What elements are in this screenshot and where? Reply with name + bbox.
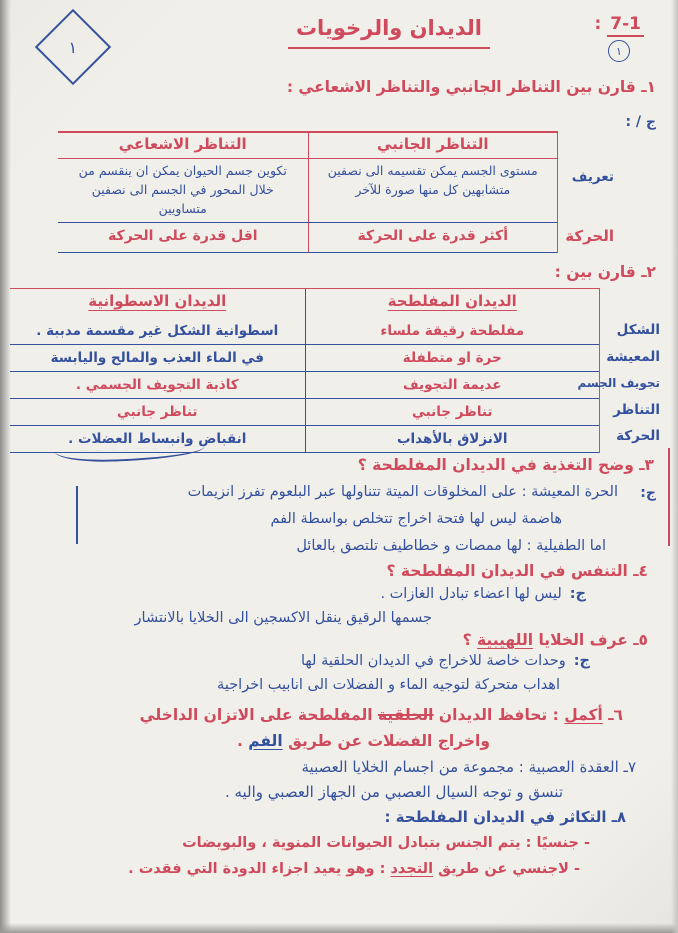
table2-movement-flat: الانزلاق بالأهداب [305, 426, 600, 453]
question-7-line-2: تنسق و توجه السيال العصبي من الجهاز العصبي واليه . [224, 783, 563, 801]
question-5-start: ٥ـ عرف الخلايا [533, 631, 648, 649]
question-6-sep: : [547, 706, 565, 724]
table1-grid [58, 131, 558, 253]
question-5 [463, 631, 648, 649]
table2-living-flat: حرة او متطفلة [305, 345, 600, 372]
question-2: ٢ـ قارن بين : [554, 263, 656, 281]
table1-row-labels [558, 131, 620, 253]
answer-marker-5: ج: [573, 653, 590, 669]
answer-marker-3: ج: [640, 485, 656, 501]
table2-label-body-cavity: تجويف الجسم [577, 376, 660, 390]
question-8-heading: ٨ـ التكاثر في الديدان المفلطحة : [384, 808, 626, 826]
table1-label-movement: الحركة [565, 227, 614, 245]
worms-comparison-table [10, 288, 666, 453]
question-6-blank-answer: الفم [248, 732, 283, 750]
symmetry-comparison-table [58, 131, 620, 253]
table1-movement-lateral: أكثر قدرة على الحركة [308, 223, 558, 253]
table2-movement-round: انقباض وانبساط العضلات . [10, 426, 305, 453]
table2-label-living: المعيشة [606, 349, 660, 365]
answer-8-asexual [128, 861, 580, 877]
question-6-part-1: تحافظ الديدان [433, 706, 548, 724]
red-margin-line [668, 448, 670, 546]
question-6-line-2 [237, 732, 490, 750]
answer-marker-1: ج / : [625, 114, 656, 130]
page-edge-right [671, 0, 678, 933]
blue-bracket-line [76, 486, 78, 544]
answer-3-line-1: الحرة المعيشة : على المخلوقات الميتة تتناولها عبر البلعوم تفرز انزيمات [187, 484, 618, 500]
page-edge-left [0, 0, 11, 933]
table2-header-flatworms: الديدان المفلطحة [305, 289, 600, 318]
table2-cavity-flat: عديمة التجويف [305, 372, 600, 399]
answer-4-line-2: جسمها الرقيق ينقل الاكسجين الى الخلايا بالانتشار [134, 610, 432, 626]
answer-8-asexual-keyword: التجدد [390, 861, 434, 877]
answer-8-sexual: - جنسيًا : يتم الجنس بتبادل الحيوانات المنوية ، والبويضات [182, 835, 590, 851]
page-edge-bottom [0, 923, 678, 933]
circled-number-badge [608, 40, 630, 62]
answer-4-line-1 [380, 586, 586, 602]
answer-8-asexual-end: : وهو يعيد اجزاء الدودة التي فقدت . [128, 861, 391, 877]
answer-5-text-1: وحدات خاصة للاخراج في الديدان الحلقية لها [300, 653, 566, 669]
page-title: الديدان والرخويات [288, 16, 490, 49]
question-4: ٤ـ التنفس في الديدان المفلطحة ؟ [386, 562, 648, 580]
lesson-number: 7-1 [607, 14, 644, 37]
page-number: ١ [68, 37, 78, 57]
question-6-part-2: المفلطحة على الاتزان الداخلي [139, 706, 378, 724]
table2-row-labels [577, 288, 666, 453]
question-3: ٣ـ وضح التغذية في الديدان المفلطحة ؟ [357, 456, 654, 474]
table2-symmetry-round: تناظر جانبي [10, 399, 305, 426]
table2-cavity-round: كاذبة التجويف الجسمي . [10, 372, 305, 399]
page-number-diamond [35, 9, 111, 85]
table2-label-symmetry: التناظر [613, 402, 660, 418]
table2-symmetry-flat: تناظر جانبي [305, 399, 600, 426]
answer-3-line-2: هاضمة ليس لها فتحة اخراج تتخلص بواسطة الفم [270, 511, 562, 527]
table2-shape-flat: مفلطحة رقيقة ملساء [305, 318, 600, 345]
corner-colon: : [594, 14, 602, 34]
table1-movement-radial: اقل قدرة على الحركة [58, 223, 308, 253]
answer-marker-4: ج: [569, 586, 586, 602]
table2-label-shape: الشكل [616, 322, 660, 338]
answer-4-text-1: ليس لها اعضاء تبادل الغازات . [380, 586, 562, 602]
table2-grid [10, 288, 600, 453]
table1-label-definition: تعريف [571, 169, 614, 185]
table2-label-movement: الحركة [616, 428, 660, 444]
answer-5-line-2: اهداب متحركة لتوجيه الماء و الفضلات الى انابيب اخراجية [217, 677, 560, 693]
question-5-end: ؟ [462, 631, 478, 649]
table2-header-roundworms: الديدان الاسطوانية [88, 292, 227, 310]
table1-header-radial: التناظر الاشعاعي [58, 133, 308, 159]
question-6-complete-label: أكمل [564, 706, 603, 724]
question-7-line-1: ٧ـ العقدة العصبية : مجموعة من اجسام الخلايا العصبية [301, 758, 636, 776]
question-5-keyword: اللهيبية [477, 631, 534, 649]
question-6-number: ٦ـ [602, 706, 623, 724]
question-6 [140, 706, 623, 724]
table2-living-round: في الماء العذب والمالح واليابسة [10, 345, 305, 372]
question-1: ١ـ قارن بين التناظر الجانبي والتناظر الاشعاعي : [286, 78, 656, 96]
answer-3-line-3: اما الطفيلية : لها ممصات و خطاطيف تلتصق بالعائل [296, 538, 606, 554]
question-6-line2-start: واخراج الفضلات عن طريق [282, 732, 490, 750]
circled-number: ١ [616, 44, 622, 58]
lesson-reference [595, 14, 644, 34]
question-6-struck-word: الحلقية [377, 706, 434, 724]
question-6-line2-end: . [236, 732, 249, 750]
answer-8-asexual-start: - لاجنسي عن طريق [433, 861, 580, 877]
table1-definition-radial: تكوين جسم الحيوان يمكن ان ينقسم من خلال المحور في الجسم الى نصفين متساويين [58, 159, 308, 223]
table1-header-lateral: التناظر الجانبي [308, 133, 558, 159]
table1-definition-lateral: مستوى الجسم يمكن تقسيمه الى نصفين متشابهين كل منها صورة للآخر [308, 159, 558, 223]
table2-shape-round: اسطوانية الشكل غير مقسمة مدببة . [10, 318, 305, 345]
answer-5-line-1 [301, 653, 590, 669]
